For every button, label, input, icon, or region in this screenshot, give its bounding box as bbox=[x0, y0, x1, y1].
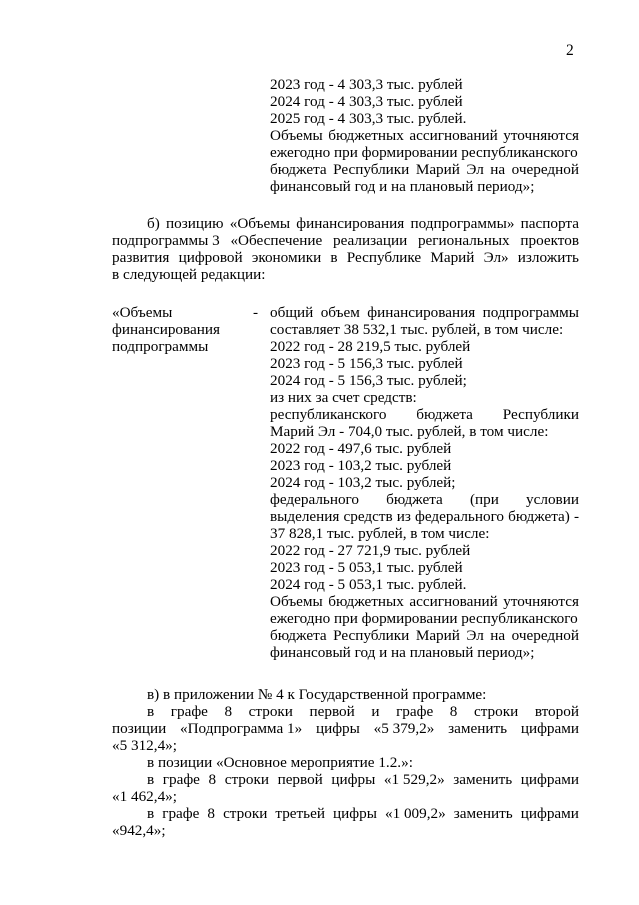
word: подпрограммы 3 bbox=[112, 232, 220, 249]
paragraph-line: «942,4»; bbox=[112, 822, 166, 839]
word: Эл bbox=[466, 161, 484, 178]
word: 8 bbox=[449, 703, 458, 720]
word: позицию bbox=[166, 215, 224, 232]
passport-value-line: 2022 год - 27 721,9 тыс. рублей bbox=[270, 542, 471, 559]
word: графе bbox=[162, 771, 200, 788]
word: бюджетных bbox=[328, 127, 404, 144]
word: цифры bbox=[331, 771, 376, 788]
passport-value-line: 2024 год - 103,2 тыс. рублей; bbox=[270, 474, 456, 491]
paragraph-line: в позиции «Основное мероприятие 1.2.»: bbox=[147, 754, 413, 771]
word: Объемы bbox=[270, 593, 323, 610]
word: подпрограммы bbox=[482, 304, 579, 321]
word: 8 bbox=[224, 703, 233, 720]
word: Эл bbox=[466, 627, 484, 644]
word: третьей bbox=[275, 805, 325, 822]
word: региональных bbox=[417, 232, 510, 249]
word: проектов bbox=[520, 232, 579, 249]
word: строки bbox=[248, 703, 293, 720]
word: «1 009,2» bbox=[384, 805, 446, 822]
passport-value-line bbox=[270, 304, 579, 321]
word: второй bbox=[534, 703, 579, 720]
passport-value-line: Марий Эл - 704,0 тыс. рублей, в том числе: bbox=[270, 423, 549, 440]
note-line bbox=[270, 144, 579, 161]
word: средств bbox=[343, 508, 393, 525]
passport-value-line: 2023 год - 5 053,1 тыс. рублей bbox=[270, 559, 463, 576]
paragraph-line bbox=[147, 771, 579, 788]
word: Республике bbox=[346, 249, 422, 266]
word: первой bbox=[277, 771, 323, 788]
passport-value-line: 37 828,1 тыс. рублей, в том числе: bbox=[270, 525, 490, 542]
word: цифрами bbox=[520, 720, 579, 737]
paragraph-line bbox=[112, 720, 579, 737]
word: - bbox=[573, 508, 579, 525]
word: бюджета bbox=[270, 627, 327, 644]
word: (при bbox=[469, 491, 499, 508]
word: «Подпрограмма 1» bbox=[180, 720, 303, 737]
word: графе bbox=[170, 703, 208, 720]
passport-value-line: 2024 год - 5 053,1 тыс. рублей. bbox=[270, 576, 467, 593]
paragraph-line bbox=[112, 232, 579, 249]
word: бюджета bbox=[270, 161, 327, 178]
word: федерального bbox=[270, 491, 359, 508]
word: бюджета bbox=[386, 491, 443, 508]
word: цифры bbox=[315, 720, 360, 737]
word: подпрограммы» bbox=[410, 215, 515, 232]
word: 8 bbox=[207, 805, 216, 822]
paragraph-line bbox=[147, 215, 579, 232]
note-line bbox=[270, 161, 579, 178]
word: и bbox=[371, 703, 380, 720]
word: уточняются bbox=[503, 593, 579, 610]
word: Марий bbox=[430, 249, 475, 266]
word: Объемы bbox=[270, 127, 323, 144]
passport-value-line bbox=[270, 406, 579, 423]
word: условии bbox=[526, 491, 579, 508]
word: «5 379,2» bbox=[373, 720, 435, 737]
word: цифрами bbox=[520, 771, 579, 788]
word: очередной bbox=[511, 627, 579, 644]
passport-value-line bbox=[270, 491, 579, 508]
word: цифрами bbox=[520, 805, 579, 822]
word: первой bbox=[309, 703, 355, 720]
word: позиции bbox=[112, 720, 167, 737]
word: в bbox=[147, 703, 155, 720]
word: ассигнований bbox=[409, 127, 498, 144]
word: экономики bbox=[251, 249, 322, 266]
note-line bbox=[270, 127, 579, 144]
word: бюджетных bbox=[328, 593, 404, 610]
word: республиканского bbox=[270, 406, 387, 423]
word: финансирования bbox=[296, 215, 405, 232]
word: объем bbox=[320, 304, 360, 321]
word: уточняются bbox=[503, 127, 579, 144]
passport-value-line: финансовый год и на плановый период»; bbox=[270, 644, 535, 661]
word: Марий bbox=[415, 161, 460, 178]
passport-value-line: 2023 год - 5 156,3 тыс. рублей bbox=[270, 355, 463, 372]
word: цифровой bbox=[178, 249, 243, 266]
word: графе bbox=[162, 805, 200, 822]
word: паспорта bbox=[520, 215, 579, 232]
word: 8 bbox=[208, 771, 217, 788]
word: Республики bbox=[333, 627, 410, 644]
passport-label-line: «Объемы bbox=[112, 304, 173, 321]
word: строки bbox=[223, 805, 268, 822]
passport-value-line bbox=[270, 508, 579, 525]
passport-dash: - bbox=[253, 304, 259, 321]
passport-value-line: 2024 год - 5 156,3 тыс. рублей; bbox=[270, 372, 467, 389]
paragraph-line: «1 462,4»; bbox=[112, 788, 177, 805]
word: федерального bbox=[415, 508, 505, 525]
word: из bbox=[396, 508, 411, 525]
word: заменить bbox=[453, 805, 513, 822]
word: в bbox=[147, 805, 155, 822]
paragraph-line: «5 312,4»; bbox=[112, 737, 177, 754]
word: б) bbox=[147, 215, 160, 232]
year-line: 2025 год - 4 303,3 тыс. рублей. bbox=[270, 110, 467, 127]
note-line: финансовый год и на плановый период»; bbox=[270, 178, 535, 195]
word: реализации bbox=[332, 232, 408, 249]
word: в bbox=[147, 771, 155, 788]
word: цифры bbox=[333, 805, 377, 822]
word: в bbox=[330, 249, 338, 266]
passport-value-line bbox=[270, 593, 579, 610]
passport-label-line: подпрограммы bbox=[112, 338, 209, 355]
word: Марий bbox=[415, 627, 460, 644]
page-number: 2 bbox=[566, 42, 574, 59]
word: ежегодно при формировании республиканского bbox=[270, 144, 578, 161]
word: развития bbox=[112, 249, 170, 266]
passport-label-line: финансирования bbox=[112, 321, 220, 338]
word: изложить bbox=[517, 249, 579, 266]
word: финансирования bbox=[367, 304, 476, 321]
word: бюджета) bbox=[508, 508, 570, 525]
word: очередной bbox=[511, 161, 579, 178]
word: «Обеспечение bbox=[230, 232, 323, 249]
word: заменить bbox=[453, 771, 513, 788]
year-line: 2024 год - 4 303,3 тыс. рублей bbox=[270, 93, 463, 110]
passport-value-line: 2022 год - 497,6 тыс. рублей bbox=[270, 440, 452, 457]
paragraph-line bbox=[147, 703, 579, 720]
word: на bbox=[490, 627, 506, 644]
paragraph-line bbox=[112, 249, 579, 266]
word: ежегодно при формировании республиканского bbox=[270, 610, 578, 627]
paragraph-line: в) в приложении № 4 к Государственной программе: bbox=[147, 686, 487, 703]
word: «Объемы bbox=[229, 215, 291, 232]
passport-value-line bbox=[270, 627, 579, 644]
paragraph-line: в следующей редакции: bbox=[112, 266, 266, 283]
word: на bbox=[490, 161, 506, 178]
word: строки bbox=[473, 703, 519, 720]
word: общий bbox=[270, 304, 314, 321]
passport-value-line: 2022 год - 28 219,5 тыс. рублей bbox=[270, 338, 471, 355]
word: бюджета bbox=[416, 406, 473, 423]
word: строки bbox=[224, 771, 269, 788]
word: «1 529,2» bbox=[383, 771, 445, 788]
word: выделения bbox=[270, 508, 340, 525]
year-line: 2023 год - 4 303,3 тыс. рублей bbox=[270, 76, 463, 93]
word: заменить bbox=[448, 720, 508, 737]
word: графе bbox=[396, 703, 434, 720]
word: Эл» bbox=[483, 249, 509, 266]
passport-value-line: из них за счет средств: bbox=[270, 389, 417, 406]
word: Республики bbox=[502, 406, 579, 423]
passport-value-line: составляет 38 532,1 тыс. рублей, в том числе: bbox=[270, 321, 564, 338]
word: Республики bbox=[333, 161, 410, 178]
paragraph-line bbox=[147, 805, 579, 822]
passport-value-line bbox=[270, 610, 579, 627]
word: ассигнований bbox=[409, 593, 498, 610]
passport-value-line: 2023 год - 103,2 тыс. рублей bbox=[270, 457, 452, 474]
